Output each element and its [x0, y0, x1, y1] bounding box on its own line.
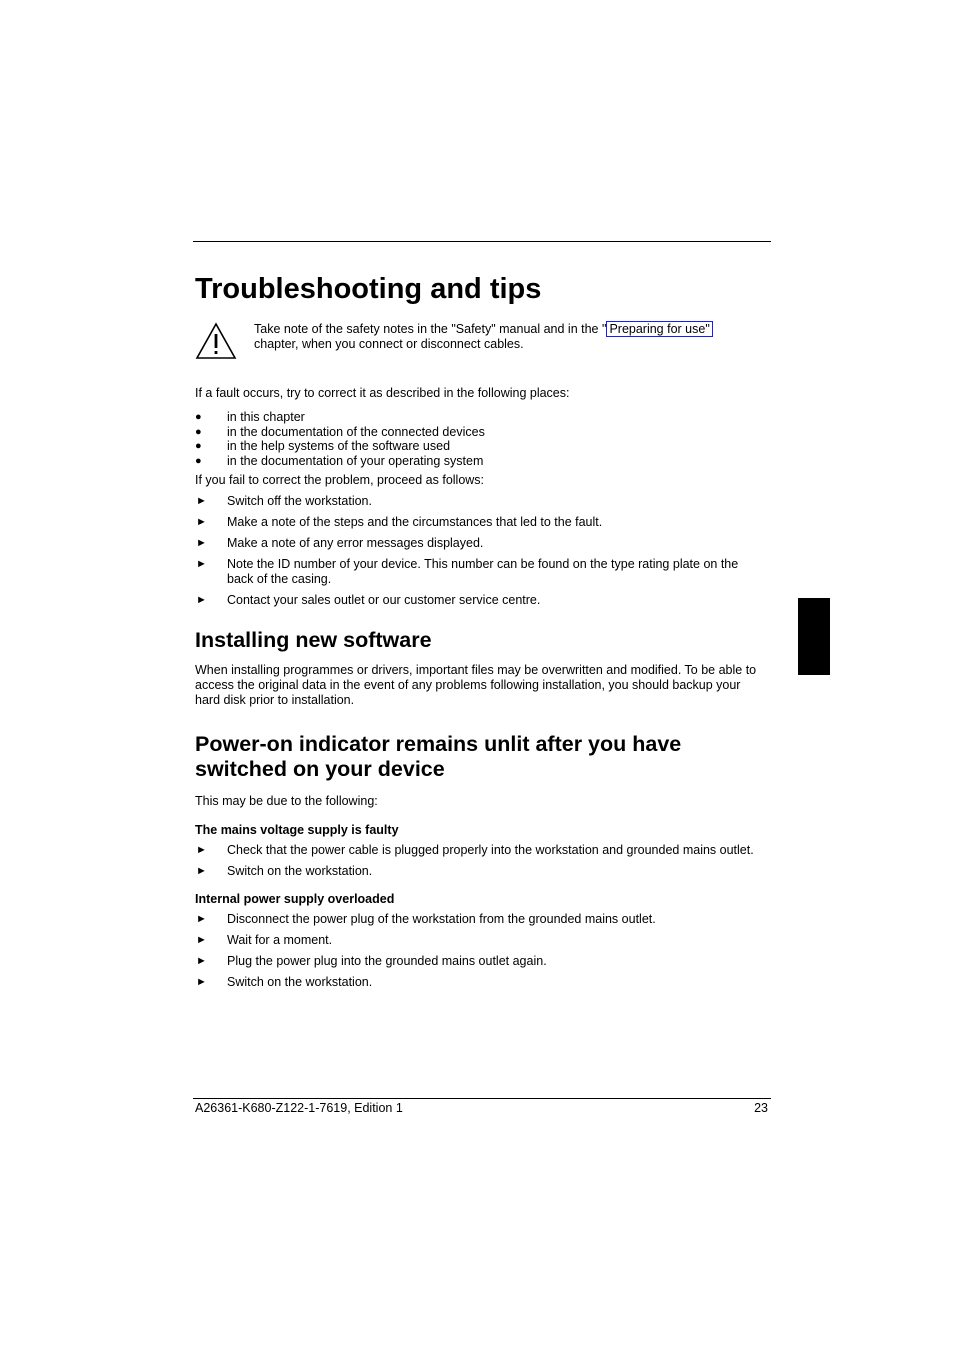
- step-arrow-icon: ►: [196, 913, 207, 925]
- bullet-symbol: ●: [195, 454, 202, 467]
- fault-intro: If a fault occurs, try to correct it as described in the following places:: [195, 386, 570, 400]
- preparing-for-use-link[interactable]: Preparing for use": [606, 321, 712, 337]
- step-arrow-icon: ►: [196, 516, 207, 528]
- installing-heading: Installing new software: [195, 628, 432, 652]
- internal-steps-list: [195, 912, 767, 990]
- power-heading: Power-on indicator remains unlit after you have switched on your device: [195, 732, 682, 781]
- warning-text-after: chapter, when you connect or disconnect cables.: [254, 337, 524, 351]
- step-item: ► Make a note of the steps and the circumstances that led to the fault.: [196, 515, 603, 529]
- step-arrow-icon: ►: [196, 844, 207, 856]
- page-number: 23: [754, 1101, 768, 1115]
- installing-text: When installing programmes or drivers, important files may be overwritten and modified. To be able to access the original data in the event of any problems following installation, you should backup your hard disk prior to installation.: [195, 663, 757, 707]
- step-arrow-icon: ►: [196, 934, 207, 946]
- list-item: ● in this chapter: [195, 410, 305, 424]
- step-arrow-icon: ►: [196, 865, 207, 877]
- step-arrow-icon: ►: [196, 558, 207, 570]
- step-arrow-icon: ►: [196, 537, 207, 549]
- step-arrow-icon: ►: [196, 955, 207, 967]
- page-title: Troubleshooting and tips: [195, 273, 542, 305]
- bullet-symbol: ●: [195, 411, 202, 423]
- page-content: [195, 271, 767, 996]
- mains-steps-list: [195, 843, 767, 879]
- step-item: ► Switch on the workstation.: [196, 975, 373, 989]
- bullet-symbol: ●: [195, 425, 202, 438]
- step-arrow-icon: ►: [196, 594, 207, 606]
- step-item: ► Note the ID number of your device. This number can be found on the type rating plate on the back of the casing.: [196, 557, 739, 586]
- warning-text: [254, 322, 713, 352]
- footer-doc-id: A26361-K680-Z122-1-7619, Edition 1: [195, 1101, 403, 1115]
- step-arrow-icon: ►: [196, 495, 207, 507]
- warning-triangle-icon: [195, 322, 237, 360]
- step-item: ► Disconnect the power plug of the workstation from the grounded mains outlet.: [196, 912, 656, 926]
- bullet-symbol: ●: [195, 440, 202, 452]
- places-list: [195, 410, 767, 468]
- fail-intro: If you fail to correct the problem, proceed as follows:: [195, 473, 485, 487]
- step-item: ► Plug the power plug into the grounded mains outlet again.: [196, 954, 547, 968]
- power-intro: This may be due to the following:: [195, 794, 378, 808]
- header-rule: [193, 241, 771, 242]
- safety-warning: [195, 322, 767, 360]
- step-item: ► Switch off the workstation.: [196, 494, 372, 508]
- footer-rule: [193, 1098, 771, 1099]
- warning-text-before: Take note of the safety notes in the "Safety" manual and in the ": [254, 322, 607, 336]
- list-item: ● in the documentation of your operating system: [195, 453, 484, 468]
- step-item: ► Check that the power cable is plugged properly into the workstation and grounded mains outlet.: [196, 843, 754, 857]
- internal-heading: Internal power supply overloaded: [195, 892, 395, 906]
- step-item: ► Make a note of any error messages displayed.: [196, 536, 484, 550]
- fail-steps-list: [195, 494, 767, 608]
- step-item: ► Switch on the workstation.: [196, 864, 373, 878]
- step-arrow-icon: ►: [196, 976, 207, 988]
- list-item: ● in the documentation of the connected devices: [195, 424, 485, 439]
- mains-heading: The mains voltage supply is faulty: [195, 823, 399, 837]
- list-item: ● in the help systems of the software used: [195, 439, 451, 453]
- step-item: ► Wait for a moment.: [196, 933, 333, 947]
- step-item: ► Contact your sales outlet or our customer service centre.: [196, 593, 541, 607]
- chapter-tab-marker: [798, 598, 830, 675]
